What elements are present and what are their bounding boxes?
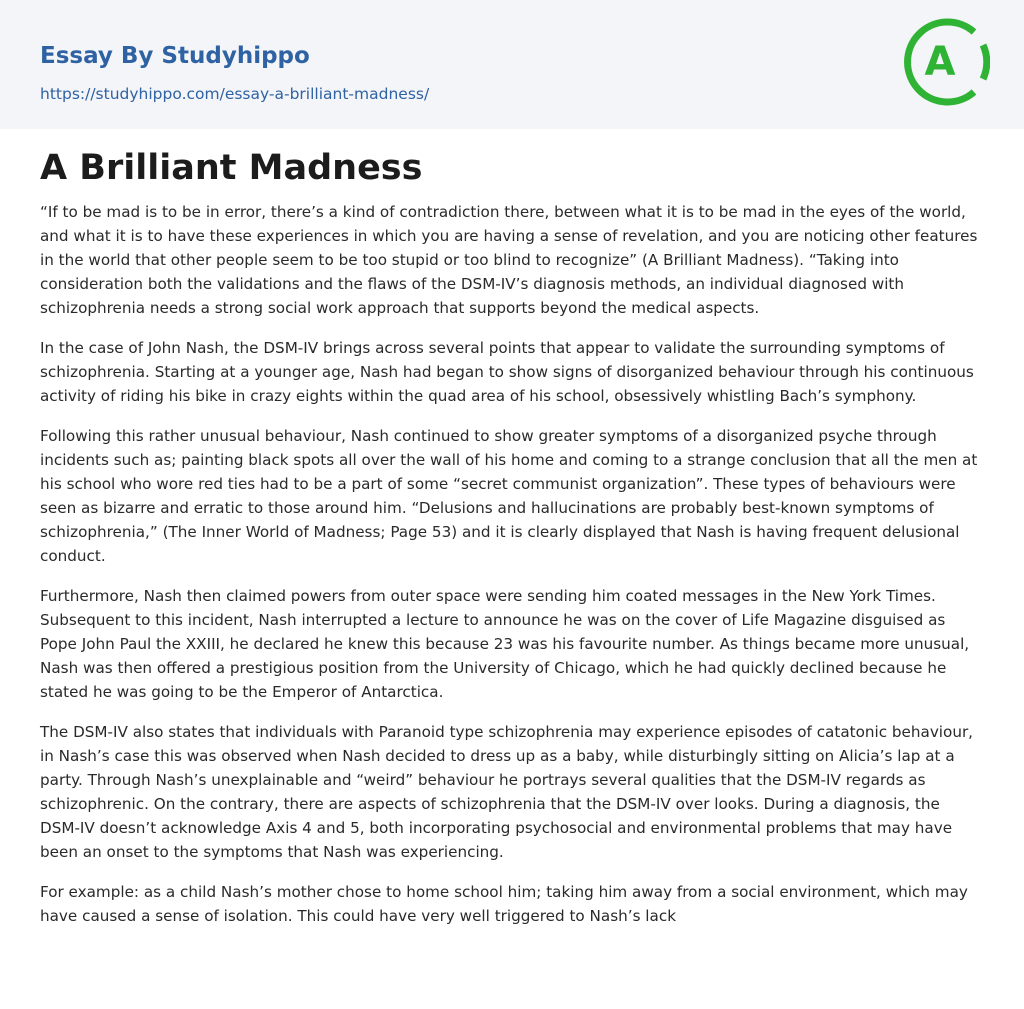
paragraph: “If to be mad is to be in error, there’s a kind of contradiction there, between what it is to be mad in the eyes of the world, and what it is to have these experiences in which you are having a sense of revelation, and you are noticing other features in the world that other people seem to be too stupid or too blind to recognize” (A Brilliant Madness). “Taking into consideration both the validations and the flaws of the DSM-IV’s diagnosis methods, an individual diagnosed with schizophrenia needs a strong social work approach that supports beyond the medical aspects. — [40, 203, 978, 317]
paragraph: In the case of John Nash, the DSM-IV brings across several points that appear to validate the surrounding symptoms of schizophrenia. Starting at a younger age, Nash had began to show signs of disorganized behaviour through his continuous activity of riding his bike in crazy eights within the quad area of his school, obsessively whistling Bach’s symphony. — [40, 339, 974, 405]
paragraph: Following this rather unusual behaviour, Nash continued to show greater symptoms of a disorganized psyche through incidents such as; painting black spots all over the wall of his home and coming to a strange conclusion that all the men at his school who wore red ties had to be a part of some “secret communist organization”. These types of behaviours were seen as bizarre and erratic to those around him. “Delusions and hallucinations are probably best-known symptoms of schizophrenia,” (The Inner World of Madness; Page 53) and it is clearly displayed that Nash is having frequent delusional conduct. — [40, 427, 978, 565]
site-brand[interactable]: Essay By Studyhippo — [40, 43, 310, 69]
paragraph: Furthermore, Nash then claimed powers from outer space were sending him coated messages in the New York Times. Subsequent to this incident, Nash interrupted a lecture to announce he was on the cover of Life Magazine disguised as Pope John Paul the XXIII, he declared he knew this because 23 was his favourite number. As things became more unusual, Nash was then offered a prestigious position from the University of Chicago, which he had quickly declined because he stated he was going to be the Emperor of Antarctica. — [40, 587, 970, 701]
page-title: A Brilliant Madness — [40, 148, 423, 188]
essay-url-link[interactable]: https://studyhippo.com/essay-a-brilliant-madness/ — [40, 85, 430, 103]
studyhippo-logo-icon[interactable] — [902, 18, 990, 106]
logo-letter: A — [924, 39, 956, 85]
article-body — [40, 200, 984, 944]
paragraph: The DSM-IV also states that individuals with Paranoid type schizophrenia may experience episodes of catatonic behaviour, in Nash’s case this was observed when Nash decided to dress up as a baby, while disturbingly sitting on Alicia’s lap at a party. Through Nash’s unexplainable and “weird” behaviour he portrays several qualities that the DSM-IV regards as schizophrenic. On the contrary, there are aspects of schizophrenia that the DSM-IV over looks. During a diagnosis, the DSM-IV doesn’t acknowledge Axis 4 and 5, both incorporating psychosocial and environmental problems that may have been an onset to the symptoms that Nash was experiencing. — [40, 723, 974, 861]
paragraph: For example: as a child Nash’s mother chose to home school him; taking him away from a social environment, which may have caused a sense of isolation. This could have very well triggered to Nash’s lack — [40, 883, 968, 925]
